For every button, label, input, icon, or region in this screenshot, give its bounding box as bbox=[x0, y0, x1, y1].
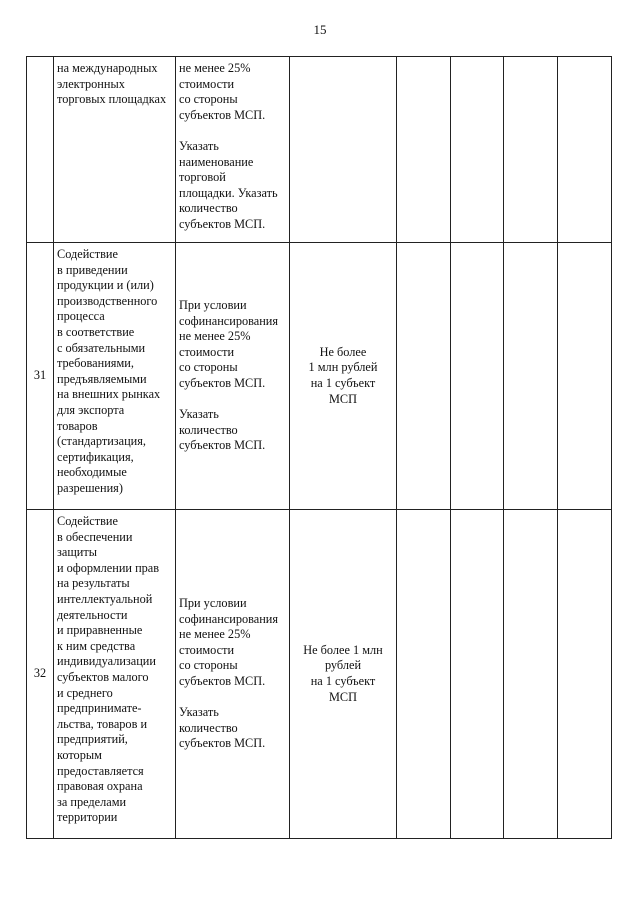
row-number-cell: 32 bbox=[27, 510, 54, 839]
condition-cell: не менее 25% стоимости со стороны субъектов МСП. Указать наименование торговой площадки. Указать количество субъектов МСП. bbox=[176, 57, 290, 243]
empty-cell bbox=[451, 510, 504, 839]
empty-cell bbox=[451, 57, 504, 243]
table-row bbox=[27, 510, 612, 839]
empty-cell bbox=[397, 243, 451, 510]
empty-cell bbox=[397, 57, 451, 243]
empty-cell bbox=[558, 57, 612, 243]
limit-cell: Не более 1 млн рублей на 1 субъект МСП bbox=[290, 510, 397, 839]
empty-cell bbox=[504, 57, 558, 243]
empty-cell bbox=[504, 510, 558, 839]
condition-cell: При условии софинансирования не менее 25% стоимости со стороны субъектов МСП. Указать количество субъектов МСП. bbox=[176, 243, 290, 510]
measures-table bbox=[26, 56, 612, 839]
condition-cell: При условии софинансирования не менее 25% стоимости со стороны субъектов МСП. Указать количество субъектов МСП. bbox=[176, 510, 290, 839]
row-number-cell bbox=[27, 57, 54, 243]
limit-cell bbox=[290, 57, 397, 243]
page-number: 15 bbox=[313, 22, 327, 37]
empty-cell bbox=[558, 243, 612, 510]
measure-cell: Содействие в приведении продукции и (или) производственного процесса в соответствие с обязательными требованиями, предъявляемыми на внешних рынках для экспорта товаров (стандартизация, сертификация, необходимые разрешения) bbox=[54, 243, 176, 510]
empty-cell bbox=[558, 510, 612, 839]
empty-cell bbox=[451, 243, 504, 510]
empty-cell bbox=[397, 510, 451, 839]
table-row bbox=[27, 57, 612, 243]
measure-cell: на международных электронных торговых площадках bbox=[54, 57, 176, 243]
empty-cell bbox=[504, 243, 558, 510]
limit-cell: Не более 1 млн рублей на 1 субъект МСП bbox=[290, 243, 397, 510]
measure-cell: Содействие в обеспечении защиты и оформлении прав на результаты интеллектуальной деятельности и приравненные к ним средства индивидуализации субъектов малого и среднего предпринимате- льства, товаров и предприятий, которым предоставляется правовая охрана за пределами территории bbox=[54, 510, 176, 839]
row-number-cell: 31 bbox=[27, 243, 54, 510]
table-row bbox=[27, 243, 612, 510]
